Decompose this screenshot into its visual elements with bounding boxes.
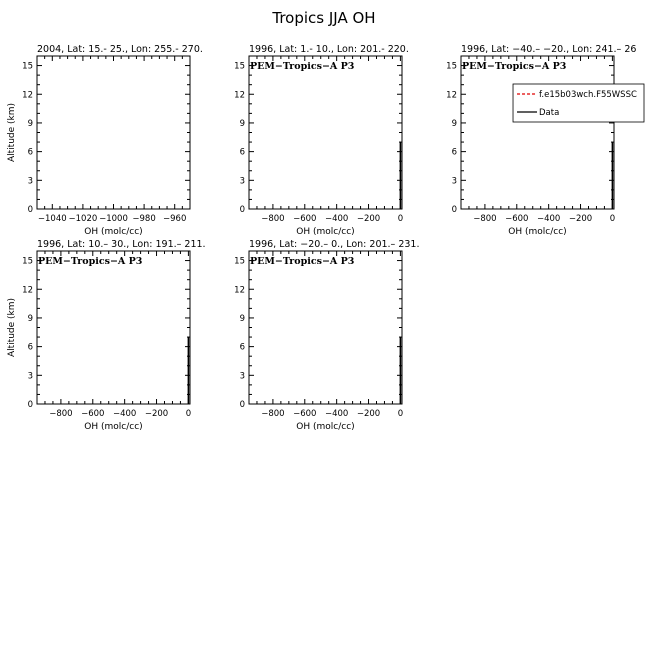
y-tick-label: 0 <box>239 205 245 215</box>
y-tick-label: 9 <box>27 118 33 129</box>
x-tick-label: −400 <box>324 214 349 224</box>
x-tick-label: 0 <box>397 409 404 419</box>
y-tick-label: 3 <box>27 371 33 382</box>
x-axis-label: OH (molc/cc) <box>508 227 567 237</box>
figure-title: Tropics JJA OH <box>272 9 376 27</box>
x-axis-label: OH (molc/cc) <box>296 422 355 432</box>
x-tick-label: −800 <box>261 409 285 419</box>
x-tick-label: −400 <box>536 214 561 224</box>
y-tick-label: 12 <box>446 90 457 101</box>
campaign-annotation: PEM−Tropics−A P3 <box>462 61 567 72</box>
y-tick-label: 6 <box>239 147 245 158</box>
x-tick-label: −800 <box>49 409 73 419</box>
panel-title: 1996, Lat: −40.– −20., Lon: 241.– 26 <box>461 44 637 55</box>
plot-frame <box>249 251 402 404</box>
plot-frame <box>461 56 614 209</box>
x-tick-label: −200 <box>568 214 593 224</box>
y-tick-label: 0 <box>451 205 457 215</box>
chart-panels <box>7 44 644 432</box>
x-tick-label: 0 <box>397 214 404 224</box>
chart-panel <box>7 239 206 432</box>
chart-panel <box>446 44 644 237</box>
y-tick-label: 15 <box>22 61 33 72</box>
y-tick-label: 3 <box>27 176 33 187</box>
x-tick-label: −400 <box>112 409 137 419</box>
x-tick-label: −1040 <box>37 214 67 224</box>
y-tick-label: 3 <box>239 176 245 187</box>
x-tick-label: −600 <box>505 214 529 224</box>
x-tick-label: −400 <box>324 409 349 419</box>
y-tick-label: 15 <box>234 256 245 267</box>
y-tick-label: 6 <box>451 147 457 158</box>
x-tick-label: −600 <box>81 409 105 419</box>
y-tick-label: 12 <box>22 90 33 101</box>
chart-panel <box>234 44 409 237</box>
chart-panel <box>7 44 203 237</box>
panel-title: 1996, Lat: −20.– 0., Lon: 201.– 231. <box>249 239 420 250</box>
y-tick-label: 6 <box>27 147 33 158</box>
x-axis-label: OH (molc/cc) <box>296 227 355 237</box>
x-tick-label: −800 <box>261 214 285 224</box>
x-tick-label: −800 <box>473 214 497 224</box>
x-tick-label: −980 <box>132 214 156 224</box>
y-tick-label: 6 <box>239 342 245 353</box>
x-tick-label: 0 <box>609 214 616 224</box>
y-tick-label: 15 <box>22 256 33 267</box>
y-axis-label: Altitude (km) <box>7 102 17 163</box>
panel-title: 1996, Lat: 10.– 30., Lon: 191.– 211. <box>37 239 206 250</box>
y-tick-label: 9 <box>239 118 245 129</box>
x-axis-label: OH (molc/cc) <box>84 422 143 432</box>
x-tick-label: −600 <box>293 409 317 419</box>
y-tick-label: 3 <box>239 371 245 382</box>
y-axis-label: Altitude (km) <box>7 297 17 358</box>
plot-frame <box>37 56 190 209</box>
plot-frame <box>249 56 402 209</box>
y-tick-label: 0 <box>239 400 245 410</box>
x-tick-label: −1000 <box>99 214 128 224</box>
x-tick-label: −960 <box>163 214 187 224</box>
y-tick-label: 12 <box>22 285 33 296</box>
x-axis-label: OH (molc/cc) <box>84 227 143 237</box>
legend-label: Data <box>539 108 560 118</box>
x-tick-label: −200 <box>144 409 169 419</box>
legend <box>513 84 644 122</box>
panel-title: 1996, Lat: 1.- 10., Lon: 201.- 220. <box>249 44 409 55</box>
y-tick-label: 12 <box>234 285 245 296</box>
y-tick-label: 9 <box>27 313 33 324</box>
y-tick-label: 3 <box>451 176 457 187</box>
x-tick-label: −200 <box>356 409 381 419</box>
x-tick-label: −600 <box>293 214 317 224</box>
y-tick-label: 9 <box>451 118 457 129</box>
plot-frame <box>37 251 190 404</box>
campaign-annotation: PEM−Tropics−A P3 <box>250 256 355 267</box>
x-tick-label: 0 <box>185 409 192 419</box>
campaign-annotation: PEM−Tropics−A P3 <box>38 256 143 267</box>
panel-title: 2004, Lat: 15.- 25., Lon: 255.- 270. <box>37 44 203 55</box>
y-tick-label: 15 <box>446 61 457 72</box>
y-tick-label: 0 <box>27 205 33 215</box>
x-tick-label: −1020 <box>68 214 98 224</box>
chart-panel <box>234 239 419 432</box>
y-tick-label: 6 <box>27 342 33 353</box>
legend-label: f.e15b03wch.F55WSSC <box>539 90 637 100</box>
y-tick-label: 9 <box>239 313 245 324</box>
y-tick-label: 12 <box>234 90 245 101</box>
x-tick-label: −200 <box>356 214 381 224</box>
campaign-annotation: PEM−Tropics−A P3 <box>250 61 355 72</box>
y-tick-label: 0 <box>27 400 33 410</box>
y-tick-label: 15 <box>234 61 245 72</box>
